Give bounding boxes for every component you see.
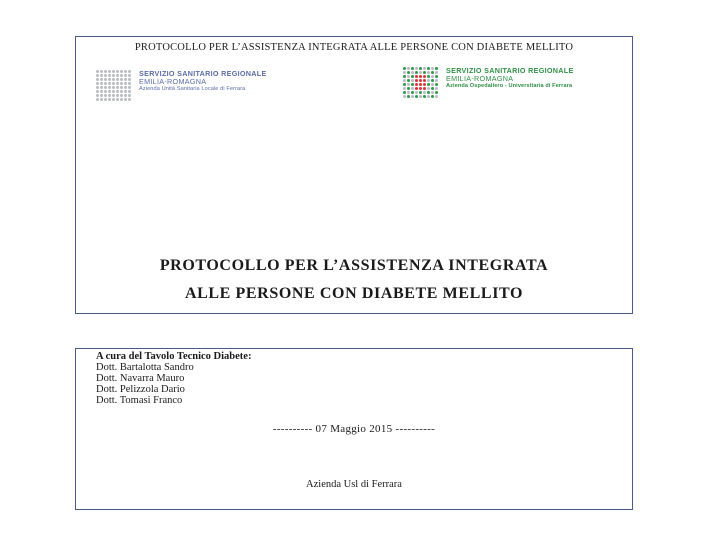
logo-dot	[116, 94, 119, 97]
logo-dot	[112, 90, 115, 93]
logo-dot	[124, 82, 127, 85]
logo-aou-ferrara	[403, 67, 574, 98]
logo-dot	[120, 70, 123, 73]
logo-dot	[108, 82, 111, 85]
logo-dot	[108, 98, 111, 101]
logo-dot	[415, 83, 418, 86]
issuing-authority: Azienda Usl di Ferrara	[306, 479, 402, 490]
logo-dot	[120, 82, 123, 85]
logo-dot	[104, 94, 107, 97]
logo-ausl-ferrara	[96, 70, 267, 101]
logo-dot	[120, 94, 123, 97]
logo-dot	[435, 83, 438, 86]
logo-dot	[431, 79, 434, 82]
logo-dot	[407, 83, 410, 86]
logo-dot	[116, 78, 119, 81]
credit-member: Dott. Tomasi Franco	[96, 395, 183, 406]
logo-dot	[435, 87, 438, 90]
logo-dot	[423, 75, 426, 78]
document-title-line2: ALLE PERSONE CON DIABETE MELLITO	[184, 285, 524, 302]
logo-dot	[411, 95, 414, 98]
logo-dot	[96, 74, 99, 77]
logo-dot	[427, 79, 430, 82]
logo-dot	[96, 94, 99, 97]
logo-dot	[116, 70, 119, 73]
logo-dot	[411, 83, 414, 86]
logo-dot	[96, 98, 99, 101]
logo-dot	[419, 79, 422, 82]
date-line: ---------- 07 Maggio 2015 ----------	[272, 423, 436, 435]
logo-dot	[435, 75, 438, 78]
credit-member: Dott. Pelizzola Dario	[96, 384, 185, 395]
logo-dot	[120, 86, 123, 89]
logo-dot	[100, 82, 103, 85]
logo-dot	[104, 98, 107, 101]
logo-dot	[112, 94, 115, 97]
logo-dot	[104, 86, 107, 89]
logo-dot	[435, 67, 438, 70]
logo-dot	[403, 71, 406, 74]
logo-dot	[128, 90, 131, 93]
logo-dot	[431, 91, 434, 94]
logo-dot	[403, 87, 406, 90]
logo-dot	[435, 91, 438, 94]
logo-dot	[407, 67, 410, 70]
logo-dot	[104, 90, 107, 93]
logo-dot	[407, 79, 410, 82]
logo-dot	[96, 82, 99, 85]
logo-dot	[120, 78, 123, 81]
logo-dot	[415, 67, 418, 70]
logo-dot	[120, 98, 123, 101]
logo-dot	[124, 94, 127, 97]
logo-dot	[419, 95, 422, 98]
logo-dot	[116, 98, 119, 101]
logo-dot	[427, 91, 430, 94]
logo-dot	[104, 74, 107, 77]
logo-dot	[120, 90, 123, 93]
logo-dot	[112, 78, 115, 81]
logo-dot	[423, 79, 426, 82]
logo-dot	[411, 87, 414, 90]
logo-dot	[419, 91, 422, 94]
logo-dot	[128, 98, 131, 101]
logo-dot	[100, 78, 103, 81]
logo-dot	[423, 83, 426, 86]
logo-dot	[108, 78, 111, 81]
ssr-dot-grid-icon	[96, 70, 131, 101]
logo-dot	[427, 95, 430, 98]
logo-dot	[431, 67, 434, 70]
logo-dot	[112, 82, 115, 85]
logo-dot	[407, 71, 410, 74]
logo-dot	[403, 95, 406, 98]
logo-dot	[423, 87, 426, 90]
logo-dot	[108, 74, 111, 77]
logo-dot	[112, 74, 115, 77]
logo-dot	[407, 95, 410, 98]
logo-dot	[116, 82, 119, 85]
logo-dot	[427, 71, 430, 74]
logo-dot	[403, 67, 406, 70]
logo-dot	[427, 87, 430, 90]
logo-dot	[124, 86, 127, 89]
logo-dot	[124, 98, 127, 101]
logo-dot	[407, 87, 410, 90]
logo-left-line3: Azienda Unità Sanitaria Locale di Ferrara	[139, 86, 246, 93]
logo-dot	[423, 95, 426, 98]
logo-dot	[108, 70, 111, 73]
credit-member: Dott. Navarra Mauro	[96, 373, 185, 384]
logo-dot	[419, 83, 422, 86]
logo-dot	[128, 70, 131, 73]
logo-dot	[112, 86, 115, 89]
logo-dot	[104, 70, 107, 73]
logo-dot	[435, 79, 438, 82]
logo-dot	[403, 83, 406, 86]
logo-dot	[128, 94, 131, 97]
logo-dot	[128, 78, 131, 81]
logo-dot	[415, 95, 418, 98]
logo-dot	[116, 86, 119, 89]
logo-dot	[435, 71, 438, 74]
document-title-line1: PROTOCOLLO PER L’ASSISTENZA INTEGRATA	[159, 257, 549, 274]
logo-dot	[100, 74, 103, 77]
logo-dot	[427, 75, 430, 78]
logo-dot	[100, 70, 103, 73]
logo-dot	[124, 78, 127, 81]
logo-dot	[104, 82, 107, 85]
logo-dot	[96, 86, 99, 89]
logo-dot	[435, 95, 438, 98]
logo-dot	[96, 90, 99, 93]
logo-dot	[423, 71, 426, 74]
logo-dot	[431, 75, 434, 78]
logo-dot	[411, 75, 414, 78]
logo-dot	[124, 70, 127, 73]
logo-dot	[419, 87, 422, 90]
logo-dot	[124, 74, 127, 77]
logo-dot	[403, 91, 406, 94]
logo-dot	[423, 67, 426, 70]
logo-right-line2: EMILIA-ROMAGNA	[446, 74, 514, 84]
logo-dot	[128, 86, 131, 89]
logo-dot	[411, 91, 414, 94]
ssr-dot-grid-icon	[403, 67, 438, 98]
logo-left-line1: SERVIZIO SANITARIO REGIONALE	[139, 69, 267, 78]
logo-dot	[100, 90, 103, 93]
logo-dot	[431, 95, 434, 98]
logo-dot	[116, 74, 119, 77]
logo-dot	[407, 91, 410, 94]
logo-dot	[407, 75, 410, 78]
logo-dot	[427, 83, 430, 86]
logo-dot	[112, 98, 115, 101]
logo-dot	[124, 90, 127, 93]
logo-dot	[100, 86, 103, 89]
logo-dot	[403, 75, 406, 78]
logo-dot	[415, 87, 418, 90]
logo-dot	[96, 70, 99, 73]
logo-dot	[411, 67, 414, 70]
logo-dot	[431, 71, 434, 74]
running-header-title: PROTOCOLLO PER L’ASSISTENZA INTEGRATA ALLE PERSONE CON DIABETE MELLITO	[134, 42, 574, 53]
logo-dot	[96, 78, 99, 81]
logo-dot	[415, 79, 418, 82]
logo-dot	[411, 79, 414, 82]
logo-dot	[415, 71, 418, 74]
logo-dot	[419, 67, 422, 70]
logo-dot	[108, 90, 111, 93]
logo-dot	[112, 70, 115, 73]
logo-dot	[423, 91, 426, 94]
logo-dot	[128, 74, 131, 77]
logo-dot	[419, 75, 422, 78]
logo-dot	[120, 74, 123, 77]
logo-dot	[108, 94, 111, 97]
logo-left-line2: EMILIA-ROMAGNA	[139, 77, 207, 87]
logo-right-line3: Azienda Ospedaliero - Universitaria di Ferrara	[446, 83, 573, 90]
logo-dot	[415, 91, 418, 94]
logo-right-line1: SERVIZIO SANITARIO REGIONALE	[446, 66, 574, 75]
logo-dot	[108, 86, 111, 89]
logo-dot	[128, 82, 131, 85]
logo-dot	[116, 90, 119, 93]
logo-dot	[419, 71, 422, 74]
logo-dot	[431, 83, 434, 86]
logo-dot	[104, 78, 107, 81]
logo-dot	[431, 87, 434, 90]
logo-dot	[403, 79, 406, 82]
logo-dot	[415, 75, 418, 78]
credit-member: Dott. Bartalotta Sandro	[96, 362, 194, 373]
cover-panel	[75, 36, 633, 314]
credits-heading: A cura del Tavolo Tecnico Diabete:	[96, 351, 252, 362]
logo-dot	[100, 98, 103, 101]
credits-panel	[75, 348, 633, 510]
credits-list	[96, 351, 251, 406]
logo-dot	[411, 71, 414, 74]
logo-dot	[427, 67, 430, 70]
logo-dot	[100, 94, 103, 97]
